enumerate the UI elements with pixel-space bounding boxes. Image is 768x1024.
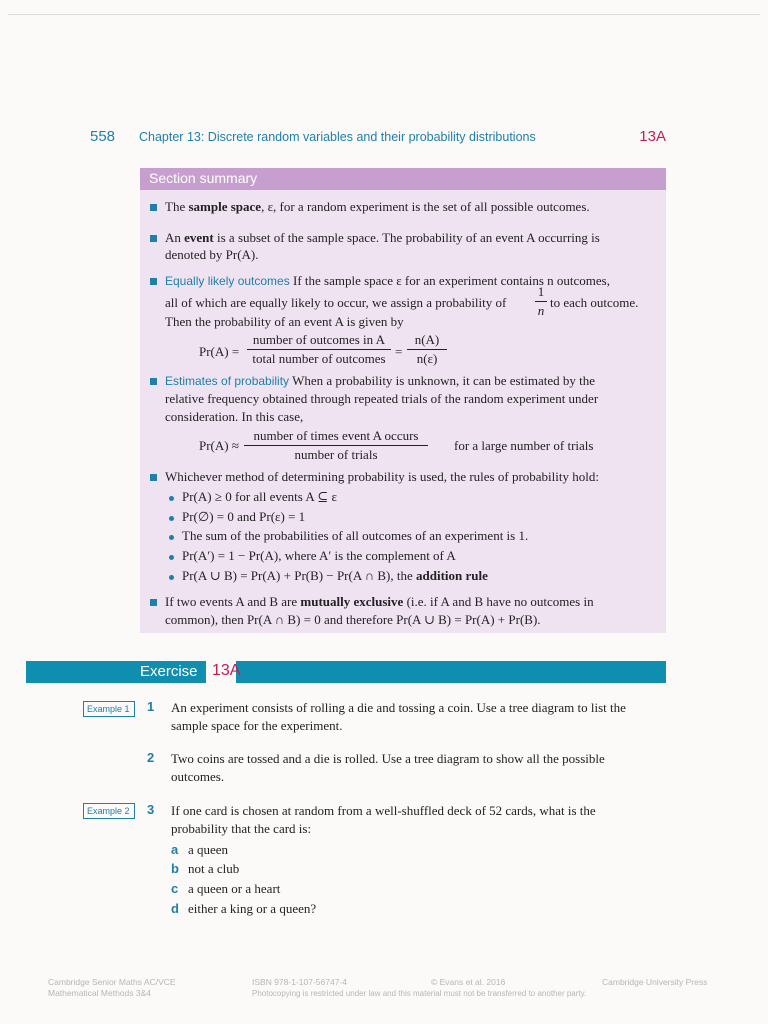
- footer-copyright: © Evans et al. 2016: [431, 977, 506, 987]
- rule-item: The sum of the probabilities of all outcomes of an experiment is 1.: [182, 528, 529, 543]
- bullet-square-icon: [150, 599, 157, 606]
- question-number: 2: [147, 750, 155, 765]
- bullet-square-icon: [150, 474, 157, 481]
- summary-equally-likely-line2-end: to each outcome.: [550, 295, 639, 310]
- summary-event-line2: denoted by Pr(A).: [165, 247, 259, 262]
- section-summary-title: Section summary: [140, 168, 666, 190]
- summary-event: An event is a subset of the sample space. The probability of an event A occurring is: [165, 230, 600, 245]
- formula1-equals: =: [395, 344, 403, 359]
- footer-notice: Photocopying is restricted under law and this material must not be transferred to another party.: [252, 989, 587, 998]
- exercise-code: 13A: [212, 662, 241, 679]
- example-2-link[interactable]: Example 2: [83, 803, 135, 819]
- formula1-fraction2: $\frac{n(A)}{n(\varepsilon)}$: [407, 332, 447, 367]
- example-1-link[interactable]: Example 1: [83, 701, 135, 717]
- footer-isbn: ISBN 978-1-107-56747-4: [252, 977, 347, 987]
- rule-item: Pr(A) ≥ 0 for all events A ⊆ ε: [182, 489, 337, 504]
- question-number: 1: [147, 699, 155, 714]
- exercise-bar: [26, 661, 666, 683]
- formula2-lhs: Pr(A) ≈: [199, 438, 239, 453]
- formula2-note: for a large number of trials: [454, 438, 594, 453]
- question-number: 3: [147, 802, 155, 817]
- question-text: sample space for the experiment.: [171, 718, 343, 733]
- chapter-title: Chapter 13: Discrete random variables and their probability distributions: [139, 130, 536, 144]
- part-letter: a: [171, 842, 179, 857]
- question-text: probability that the card is:: [171, 821, 312, 836]
- bullet-dot-icon: [169, 535, 174, 540]
- summary-equally-likely-line2: all of which are equally likely to occur, we assign a probability of: [165, 295, 507, 310]
- summary-sample-space: The sample space, ε, for a random experiment is the set of all possible outcomes.: [165, 199, 590, 214]
- question-text: Two coins are tossed and a die is rolled. Use a tree diagram to show all the possible: [171, 751, 605, 766]
- formula2-fraction: number of times event A occurs number of trials: [244, 428, 428, 463]
- question-text: If one card is chosen at random from a well-shuffled deck of 52 cards, what is the: [171, 803, 596, 818]
- section-code: 13A: [639, 128, 666, 145]
- exercise-word: Exercise: [136, 661, 206, 683]
- bullet-square-icon: [150, 235, 157, 242]
- bullet-dot-icon: [169, 575, 174, 580]
- summary-estimates: Estimates of probability When a probability is unknown, it can be estimated by the: [165, 373, 595, 388]
- bullet-square-icon: [150, 378, 157, 385]
- question-text: outcomes.: [171, 769, 225, 784]
- summary-estimates-line2: relative frequency obtained through repeated trials of the random experiment under: [165, 391, 599, 406]
- summary-estimates-line3: consideration. In this case,: [165, 409, 304, 424]
- part-text: not a club: [188, 861, 240, 876]
- question-text: An experiment consists of rolling a die and tossing a coin. Use a tree diagram to list the: [171, 700, 626, 715]
- section-summary-box: [140, 168, 666, 633]
- summary-equally-likely-line3: Then the probability of an event A is given by: [165, 314, 404, 329]
- top-rule: [8, 14, 760, 15]
- page-number: 558: [90, 128, 116, 145]
- bullet-dot-icon: [169, 555, 174, 560]
- rule-item: Pr(A′) = 1 − Pr(A), where A′ is the complement of A: [182, 548, 456, 563]
- page-header: [90, 128, 666, 148]
- summary-mutually-exclusive-line2: common), then Pr(A ∩ B) = 0 and therefore Pr(A ∪ B) = Pr(A) + Pr(B).: [165, 612, 541, 627]
- part-letter: b: [171, 861, 179, 876]
- summary-rules-intro: Whichever method of determining probability is used, the rules of probability hold:: [165, 469, 599, 484]
- footer-publisher: Cambridge University Press: [602, 977, 708, 987]
- one-over-n-fraction: $\frac{1}{n}$: [535, 284, 547, 319]
- bullet-square-icon: [150, 204, 157, 211]
- footer-series: Cambridge Senior Maths AC/VCE Mathematical Methods 3&4: [48, 977, 176, 998]
- summary-mutually-exclusive: If two events A and B are mutually exclusive (i.e. if A and B have no outcomes in: [165, 594, 594, 609]
- rule-addition: Pr(A ∪ B) = Pr(A) + Pr(B) − Pr(A ∩ B), the addition rule: [182, 568, 488, 583]
- bullet-dot-icon: [169, 496, 174, 501]
- part-text: a queen: [188, 842, 229, 857]
- formula1-fraction: number of outcomes in A total number of outcomes: [247, 332, 391, 367]
- bullet-dot-icon: [169, 516, 174, 521]
- part-letter: c: [171, 881, 179, 896]
- part-text: either a king or a queen?: [188, 901, 317, 916]
- part-text: a queen or a heart: [188, 881, 281, 896]
- summary-equally-likely: Equally likely outcomes If the sample space ε for an experiment contains n outcomes,: [165, 273, 610, 288]
- rule-item: Pr(∅) = 0 and Pr(ε) = 1: [182, 509, 306, 524]
- formula1-lhs: Pr(A) =: [199, 344, 240, 359]
- exercise-heading: [136, 661, 241, 683]
- part-letter: d: [171, 901, 179, 916]
- bullet-square-icon: [150, 278, 157, 285]
